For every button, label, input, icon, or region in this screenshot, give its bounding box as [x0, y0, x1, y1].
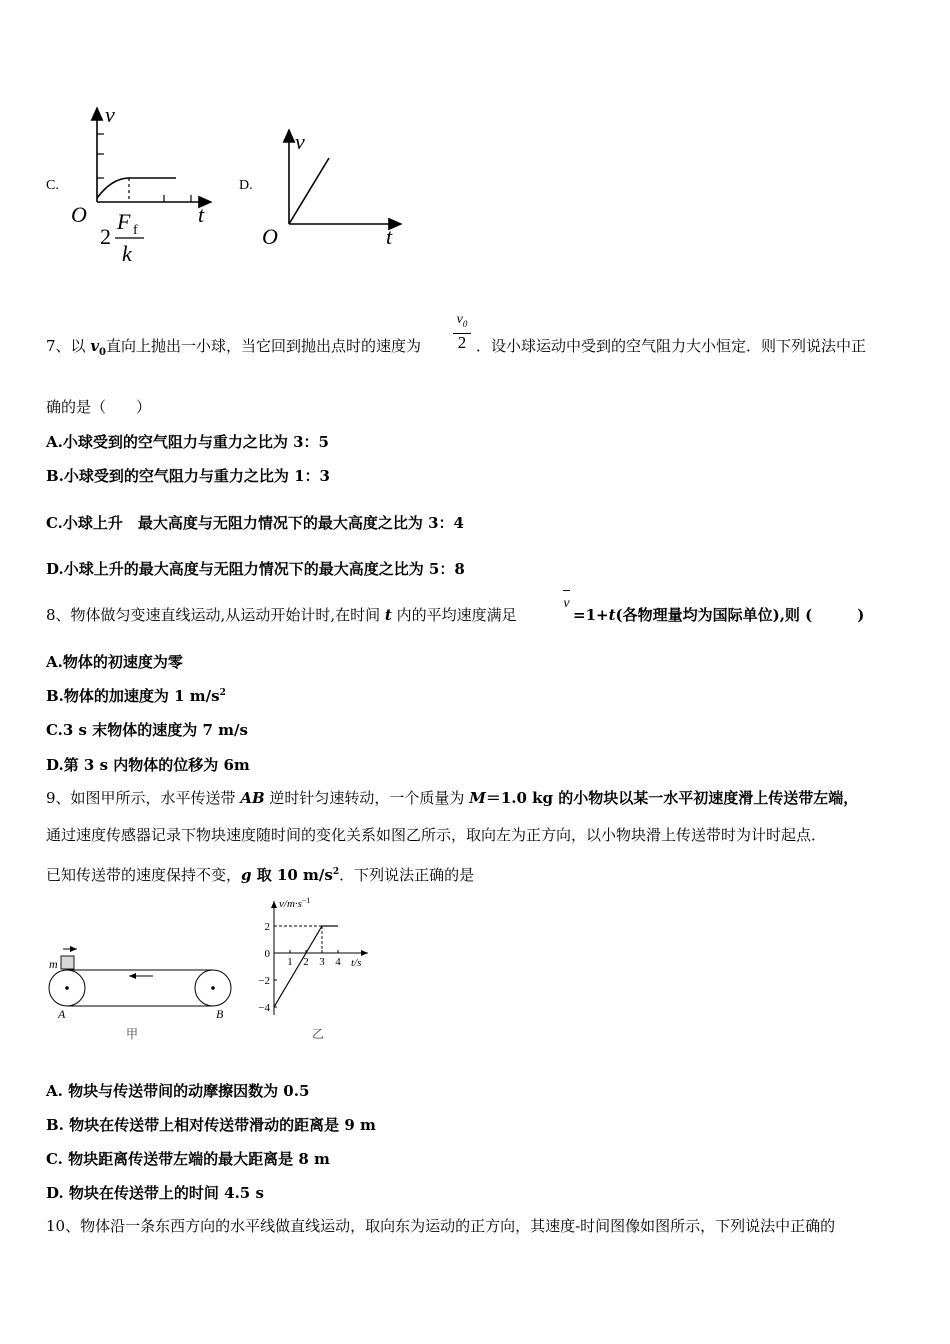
jia-m: m — [49, 957, 58, 971]
graph-d — [258, 124, 408, 254]
graph-c-origin: O — [71, 202, 87, 227]
figure-yi-chart — [250, 893, 380, 1045]
q7-stem-end: 确的是（ ） — [46, 398, 152, 416]
graph-c-num-sub: f — [133, 223, 138, 238]
option-c-label: C. — [46, 178, 59, 193]
yi-caption: 乙 — [312, 1027, 325, 1041]
yi-ytick-label: −2 — [258, 975, 270, 987]
graph-c-coef: 2 — [100, 224, 111, 249]
q9-option-a: A. 物块与传送带间的动摩擦因数为 0.5 — [46, 1082, 310, 1100]
q7-option-d: D.小球上升的最大高度与无阻力情况下的最大高度之比为 5：8 — [46, 560, 465, 578]
graph-c — [64, 98, 224, 273]
q8-option-c: C.3 s 末物体的速度为 7 m/s — [46, 721, 248, 739]
q9-line-1: 9、如图甲所示，水平传送带 AB 逆时针匀速转动，一个质量为 M＝1.0 kg 的小物块以某一水平初速度滑上传送带左端， — [46, 789, 859, 807]
q9-line-2: 通过速度传感器记录下物块速度随时间的变化关系如图乙所示，取向左为正方向，以小物块滑上传送带时为计时起点． — [46, 826, 827, 844]
yi-xtick-label: 3 — [319, 956, 325, 968]
yi-ytick-label: 2 — [264, 921, 270, 933]
option-d-label: D. — [239, 178, 253, 193]
jia-caption: 甲 — [126, 1027, 139, 1041]
yi-series-segment — [274, 926, 322, 1007]
q9-option-d: D. 物块在传送带上的时间 4.5 s — [46, 1184, 264, 1202]
q9-line-3: 已知传送带的速度保持不变，g 取 10 $m/s^2$．下列说法正确的是 — [46, 866, 475, 884]
graph-c-den: k — [122, 241, 132, 266]
graph-d-line — [289, 158, 329, 224]
q10-stem: 10、物体沿一条东西方向的水平线做直线运动，取向东为运动的正方向，其速度-时间图像如图所示，下列说法中正确的 — [46, 1217, 836, 1235]
q7-stem: 7、以 $v_0$直向上抛出一小球，当它回到抛出点时的速度为 — [46, 337, 422, 358]
graph-d-origin: O — [262, 224, 278, 249]
jia-b: B — [216, 1007, 224, 1021]
jia-a: A — [58, 1007, 66, 1021]
q8-option-d: D.第 3 s 内物体的位移为 6m — [46, 756, 250, 774]
jia-block — [61, 956, 74, 969]
q7-fraction: $v_0$ 2 — [451, 312, 473, 352]
q8-option-b: B.物体的加速度为 1 $m/s^2$ — [46, 687, 226, 705]
graph-c-num: F — [117, 209, 131, 234]
yi-xtick-label: 2 — [303, 956, 309, 968]
figure-jia — [44, 938, 240, 1044]
q7-option-b: B.小球受到的空气阻力与重力之比为 1：3 — [46, 467, 330, 485]
yi-ytick-label: −4 — [258, 1002, 270, 1014]
graph-c-v: v — [105, 102, 115, 127]
q7-stem-tail: ．设小球运动中受到的空气阻力大小恒定．则下列说法中正 — [476, 337, 867, 355]
q8-vbar: v — [562, 588, 571, 612]
graph-d-v: v — [295, 129, 305, 154]
yi-ytick-label: 0 — [264, 948, 270, 960]
yi-xtick-label: 1 — [287, 956, 293, 968]
q7-option-a: A.小球受到的空气阻力与重力之比为 3：5 — [46, 433, 329, 451]
graph-d-t: t — [386, 224, 393, 249]
q8-option-a: A.物体的初速度为零 — [46, 653, 183, 671]
q9-option-b: B. 物块在传送带上相对传送带滑动的距离是 9 m — [46, 1116, 376, 1134]
yi-xtick-label: 4 — [335, 956, 341, 968]
graph-c-t: t — [198, 202, 205, 227]
q8-stem: 8、物体做匀变速直线运动,从运动开始计时,在时间 t 内的平均速度满足 — [46, 606, 517, 624]
yi-xlabel: t/s — [351, 957, 362, 969]
q9-option-c: C. 物块距离传送带左端的最大距离是 8 m — [46, 1150, 330, 1168]
yi-ylabel: $v/m\cdot s^{-1}$ — [279, 896, 311, 910]
q7-option-c: C.小球上升 最大高度与无阻力情况下的最大高度之比为 3：4 — [46, 514, 464, 532]
q8-stem-tail: =1+t(各物理量均为国际单位),则 ( ) — [573, 606, 865, 624]
